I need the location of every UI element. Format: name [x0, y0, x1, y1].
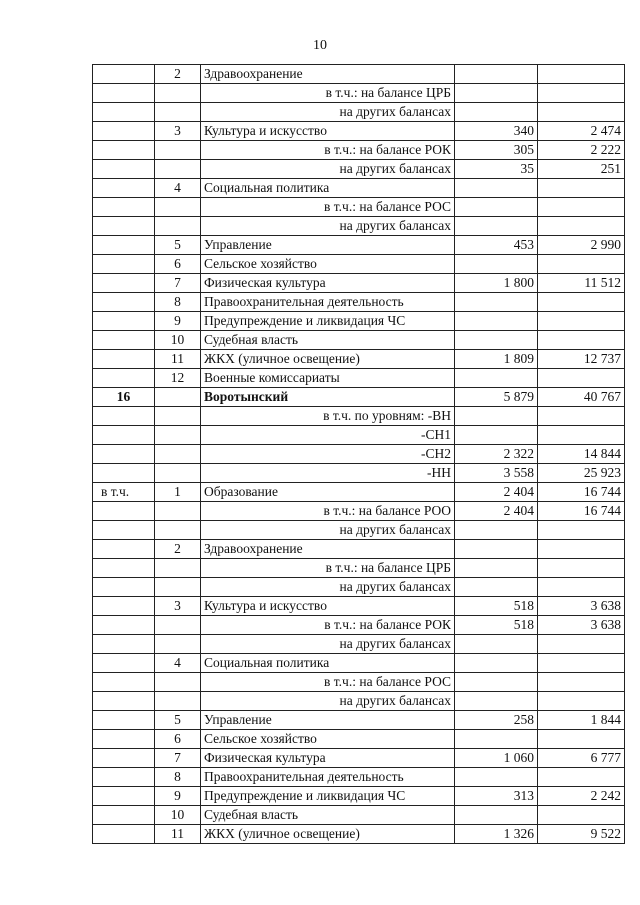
row-group-cell [93, 692, 155, 711]
row-value-1-cell [455, 407, 538, 426]
table-row [93, 673, 625, 692]
table-row [93, 483, 625, 502]
row-label-cell: -НН [201, 464, 455, 483]
row-label-cell: Здравоохранение [201, 65, 455, 84]
table-row [93, 654, 625, 673]
row-value-2-cell: 16 744 [538, 483, 625, 502]
row-value-1-cell: 1 060 [455, 749, 538, 768]
row-number-cell [155, 407, 201, 426]
row-group-cell [93, 369, 155, 388]
table-row [93, 103, 625, 122]
row-value-2-cell [538, 692, 625, 711]
row-value-2-cell [538, 730, 625, 749]
row-group-cell [93, 635, 155, 654]
table-row [93, 331, 625, 350]
row-value-1-cell: 518 [455, 616, 538, 635]
row-value-2-cell [538, 768, 625, 787]
row-label-cell: Социальная политика [201, 654, 455, 673]
row-label-cell: Судебная власть [201, 331, 455, 350]
row-label-cell: Правоохранительная деятельность [201, 293, 455, 312]
table-row [93, 426, 625, 445]
table-row [93, 692, 625, 711]
row-value-2-cell [538, 635, 625, 654]
table-row [93, 160, 625, 179]
row-value-2-cell [538, 654, 625, 673]
row-label-cell: Культура и искусство [201, 122, 455, 141]
row-value-1-cell [455, 312, 538, 331]
row-number-cell: 3 [155, 122, 201, 141]
row-value-1-cell: 3 558 [455, 464, 538, 483]
row-value-1-cell [455, 255, 538, 274]
row-value-2-cell [538, 806, 625, 825]
row-label-cell: в т.ч.: на балансе ЦРБ [201, 559, 455, 578]
row-value-1-cell [455, 559, 538, 578]
row-value-1-cell [455, 654, 538, 673]
row-value-2-cell [538, 578, 625, 597]
row-group-cell [93, 825, 155, 844]
row-value-2-cell: 3 638 [538, 597, 625, 616]
row-number-cell [155, 502, 201, 521]
row-value-2-cell: 12 737 [538, 350, 625, 369]
row-label-cell: в т.ч. по уровням: -ВН [201, 407, 455, 426]
row-value-1-cell [455, 806, 538, 825]
row-group-cell [93, 787, 155, 806]
row-group-cell [93, 255, 155, 274]
row-value-1-cell: 1 326 [455, 825, 538, 844]
table-row [93, 559, 625, 578]
table-row [93, 825, 625, 844]
row-number-cell [155, 160, 201, 179]
row-number-cell: 8 [155, 293, 201, 312]
row-value-1-cell: 258 [455, 711, 538, 730]
row-group-cell [93, 559, 155, 578]
row-number-cell: 9 [155, 312, 201, 331]
row-group-cell [93, 730, 155, 749]
row-value-2-cell: 2 222 [538, 141, 625, 160]
row-group-cell [93, 521, 155, 540]
row-number-cell: 11 [155, 350, 201, 369]
row-label-cell: Воротынский [201, 388, 455, 407]
row-value-1-cell: 35 [455, 160, 538, 179]
row-value-2-cell [538, 65, 625, 84]
row-group-cell: в т.ч. [93, 483, 155, 502]
row-label-cell: Культура и искусство [201, 597, 455, 616]
row-value-2-cell [538, 540, 625, 559]
table-row [93, 369, 625, 388]
row-value-2-cell [538, 521, 625, 540]
row-label-cell: на других балансах [201, 217, 455, 236]
row-value-2-cell [538, 179, 625, 198]
table-row [93, 236, 625, 255]
table-row [93, 255, 625, 274]
row-value-1-cell: 453 [455, 236, 538, 255]
row-label-cell: Физическая культура [201, 274, 455, 293]
row-label-cell: Судебная власть [201, 806, 455, 825]
row-group-cell [93, 540, 155, 559]
row-label-cell: в т.ч.: на балансе РОК [201, 141, 455, 160]
row-number-cell: 8 [155, 768, 201, 787]
row-number-cell: 7 [155, 749, 201, 768]
row-number-cell: 10 [155, 331, 201, 350]
row-label-cell: в т.ч.: на балансе РОО [201, 502, 455, 521]
row-group-cell [93, 84, 155, 103]
row-value-2-cell: 11 512 [538, 274, 625, 293]
row-number-cell: 1 [155, 483, 201, 502]
budget-table [92, 64, 625, 844]
row-group-cell [93, 274, 155, 293]
row-group-cell [93, 103, 155, 122]
row-number-cell: 9 [155, 787, 201, 806]
row-value-1-cell [455, 426, 538, 445]
table-row [93, 711, 625, 730]
row-group-cell [93, 616, 155, 635]
row-value-1-cell: 5 879 [455, 388, 538, 407]
row-value-2-cell: 251 [538, 160, 625, 179]
row-value-1-cell: 313 [455, 787, 538, 806]
row-label-cell: ЖКХ (уличное освещение) [201, 350, 455, 369]
row-group-cell [93, 597, 155, 616]
row-number-cell: 4 [155, 654, 201, 673]
table-row [93, 274, 625, 293]
table-row [93, 768, 625, 787]
row-value-1-cell [455, 179, 538, 198]
table-row [93, 179, 625, 198]
row-number-cell: 12 [155, 369, 201, 388]
row-value-2-cell: 1 844 [538, 711, 625, 730]
row-number-cell: 4 [155, 179, 201, 198]
row-group-cell [93, 578, 155, 597]
row-value-2-cell [538, 673, 625, 692]
table-row [93, 616, 625, 635]
row-group-cell [93, 312, 155, 331]
row-label-cell: в т.ч.: на балансе РОК [201, 616, 455, 635]
row-value-1-cell [455, 65, 538, 84]
row-number-cell [155, 464, 201, 483]
row-value-1-cell [455, 331, 538, 350]
row-value-1-cell [455, 673, 538, 692]
row-label-cell: Военные комиссариаты [201, 369, 455, 388]
table-row [93, 635, 625, 654]
row-value-2-cell [538, 198, 625, 217]
row-number-cell: 7 [155, 274, 201, 293]
row-label-cell: Сельское хозяйство [201, 255, 455, 274]
row-group-cell [93, 179, 155, 198]
row-number-cell [155, 521, 201, 540]
row-label-cell: на других балансах [201, 521, 455, 540]
row-number-cell: 3 [155, 597, 201, 616]
row-group-cell [93, 122, 155, 141]
row-label-cell: на других балансах [201, 635, 455, 654]
table-row [93, 407, 625, 426]
table-row [93, 350, 625, 369]
row-number-cell [155, 141, 201, 160]
row-value-1-cell: 518 [455, 597, 538, 616]
row-label-cell: Сельское хозяйство [201, 730, 455, 749]
table-row [93, 217, 625, 236]
table-row [93, 578, 625, 597]
row-group-cell [93, 350, 155, 369]
row-value-2-cell [538, 255, 625, 274]
row-group-cell [93, 65, 155, 84]
row-number-cell [155, 426, 201, 445]
table-row [93, 521, 625, 540]
row-group-cell [93, 331, 155, 350]
row-value-2-cell [538, 217, 625, 236]
table-row [93, 464, 625, 483]
row-value-1-cell [455, 635, 538, 654]
row-value-2-cell [538, 407, 625, 426]
row-value-1-cell: 2 322 [455, 445, 538, 464]
table-row [93, 198, 625, 217]
row-group-cell [93, 749, 155, 768]
row-number-cell [155, 559, 201, 578]
row-group-cell [93, 711, 155, 730]
row-number-cell [155, 673, 201, 692]
table-row [93, 540, 625, 559]
row-number-cell: 11 [155, 825, 201, 844]
row-group-cell [93, 141, 155, 160]
table-row [93, 312, 625, 331]
row-number-cell: 2 [155, 540, 201, 559]
row-label-cell: на других балансах [201, 692, 455, 711]
table-row [93, 597, 625, 616]
table-row [93, 65, 625, 84]
row-number-cell [155, 692, 201, 711]
row-number-cell [155, 445, 201, 464]
row-value-1-cell [455, 84, 538, 103]
table-row [93, 445, 625, 464]
table-row [93, 749, 625, 768]
row-group-cell [93, 407, 155, 426]
row-value-1-cell: 2 404 [455, 483, 538, 502]
row-value-1-cell: 340 [455, 122, 538, 141]
row-number-cell [155, 578, 201, 597]
row-value-1-cell: 1 800 [455, 274, 538, 293]
row-value-2-cell: 6 777 [538, 749, 625, 768]
row-number-cell: 6 [155, 730, 201, 749]
row-value-2-cell [538, 559, 625, 578]
table-row [93, 141, 625, 160]
row-value-2-cell [538, 426, 625, 445]
row-value-2-cell: 9 522 [538, 825, 625, 844]
row-group-cell [93, 293, 155, 312]
row-value-2-cell: 3 638 [538, 616, 625, 635]
row-group-cell [93, 806, 155, 825]
row-value-1-cell: 2 404 [455, 502, 538, 521]
row-label-cell: Правоохранительная деятельность [201, 768, 455, 787]
row-value-2-cell [538, 293, 625, 312]
row-group-cell [93, 768, 155, 787]
row-value-1-cell [455, 730, 538, 749]
row-group-cell [93, 502, 155, 521]
row-label-cell: -СН1 [201, 426, 455, 445]
row-group-cell [93, 464, 155, 483]
row-number-cell: 10 [155, 806, 201, 825]
row-label-cell: на других балансах [201, 103, 455, 122]
row-label-cell: в т.ч.: на балансе ЦРБ [201, 84, 455, 103]
row-value-1-cell [455, 578, 538, 597]
row-label-cell: в т.ч.: на балансе РОС [201, 198, 455, 217]
row-number-cell [155, 84, 201, 103]
row-label-cell: Здравоохранение [201, 540, 455, 559]
row-number-cell: 5 [155, 236, 201, 255]
row-value-1-cell [455, 692, 538, 711]
row-group-cell [93, 426, 155, 445]
row-number-cell: 5 [155, 711, 201, 730]
row-value-2-cell [538, 369, 625, 388]
row-value-2-cell [538, 331, 625, 350]
budget-table-body [93, 65, 625, 844]
row-group-cell [93, 654, 155, 673]
row-value-2-cell: 16 744 [538, 502, 625, 521]
row-group-cell [93, 198, 155, 217]
row-label-cell: на других балансах [201, 578, 455, 597]
table-row [93, 293, 625, 312]
row-group-cell [93, 217, 155, 236]
row-group-cell [93, 236, 155, 255]
row-value-2-cell: 2 990 [538, 236, 625, 255]
row-value-2-cell [538, 84, 625, 103]
row-value-1-cell [455, 103, 538, 122]
table-row [93, 806, 625, 825]
row-value-1-cell [455, 217, 538, 236]
row-value-2-cell [538, 103, 625, 122]
row-value-2-cell: 14 844 [538, 445, 625, 464]
row-label-cell: на других балансах [201, 160, 455, 179]
row-value-1-cell [455, 198, 538, 217]
row-group-cell [93, 160, 155, 179]
row-number-cell [155, 217, 201, 236]
row-label-cell: Физическая культура [201, 749, 455, 768]
row-group-cell [93, 445, 155, 464]
row-number-cell [155, 635, 201, 654]
table-row [93, 122, 625, 141]
row-label-cell: в т.ч.: на балансе РОС [201, 673, 455, 692]
row-value-1-cell [455, 768, 538, 787]
row-number-cell [155, 198, 201, 217]
row-number-cell [155, 103, 201, 122]
table-row [93, 730, 625, 749]
row-value-1-cell [455, 293, 538, 312]
row-value-2-cell: 2 474 [538, 122, 625, 141]
row-value-1-cell [455, 369, 538, 388]
row-label-cell: Социальная политика [201, 179, 455, 198]
row-value-1-cell: 305 [455, 141, 538, 160]
row-label-cell: ЖКХ (уличное освещение) [201, 825, 455, 844]
row-group-cell [93, 673, 155, 692]
page-number: 10 [313, 38, 327, 53]
table-row [93, 502, 625, 521]
row-value-2-cell: 25 923 [538, 464, 625, 483]
row-number-cell: 6 [155, 255, 201, 274]
row-label-cell: Управление [201, 711, 455, 730]
row-label-cell: Управление [201, 236, 455, 255]
row-label-cell: Предупреждение и ликвидация ЧС [201, 312, 455, 331]
row-value-2-cell: 40 767 [538, 388, 625, 407]
row-value-1-cell [455, 521, 538, 540]
row-group-cell: 16 [93, 388, 155, 407]
row-number-cell [155, 616, 201, 635]
row-value-1-cell [455, 540, 538, 559]
row-value-1-cell: 1 809 [455, 350, 538, 369]
row-label-cell: Образование [201, 483, 455, 502]
row-label-cell: Предупреждение и ликвидация ЧС [201, 787, 455, 806]
table-row [93, 787, 625, 806]
row-number-cell: 2 [155, 65, 201, 84]
row-number-cell [155, 388, 201, 407]
table-row [93, 388, 625, 407]
row-label-cell: -СН2 [201, 445, 455, 464]
table-row [93, 84, 625, 103]
row-value-2-cell: 2 242 [538, 787, 625, 806]
row-value-2-cell [538, 312, 625, 331]
